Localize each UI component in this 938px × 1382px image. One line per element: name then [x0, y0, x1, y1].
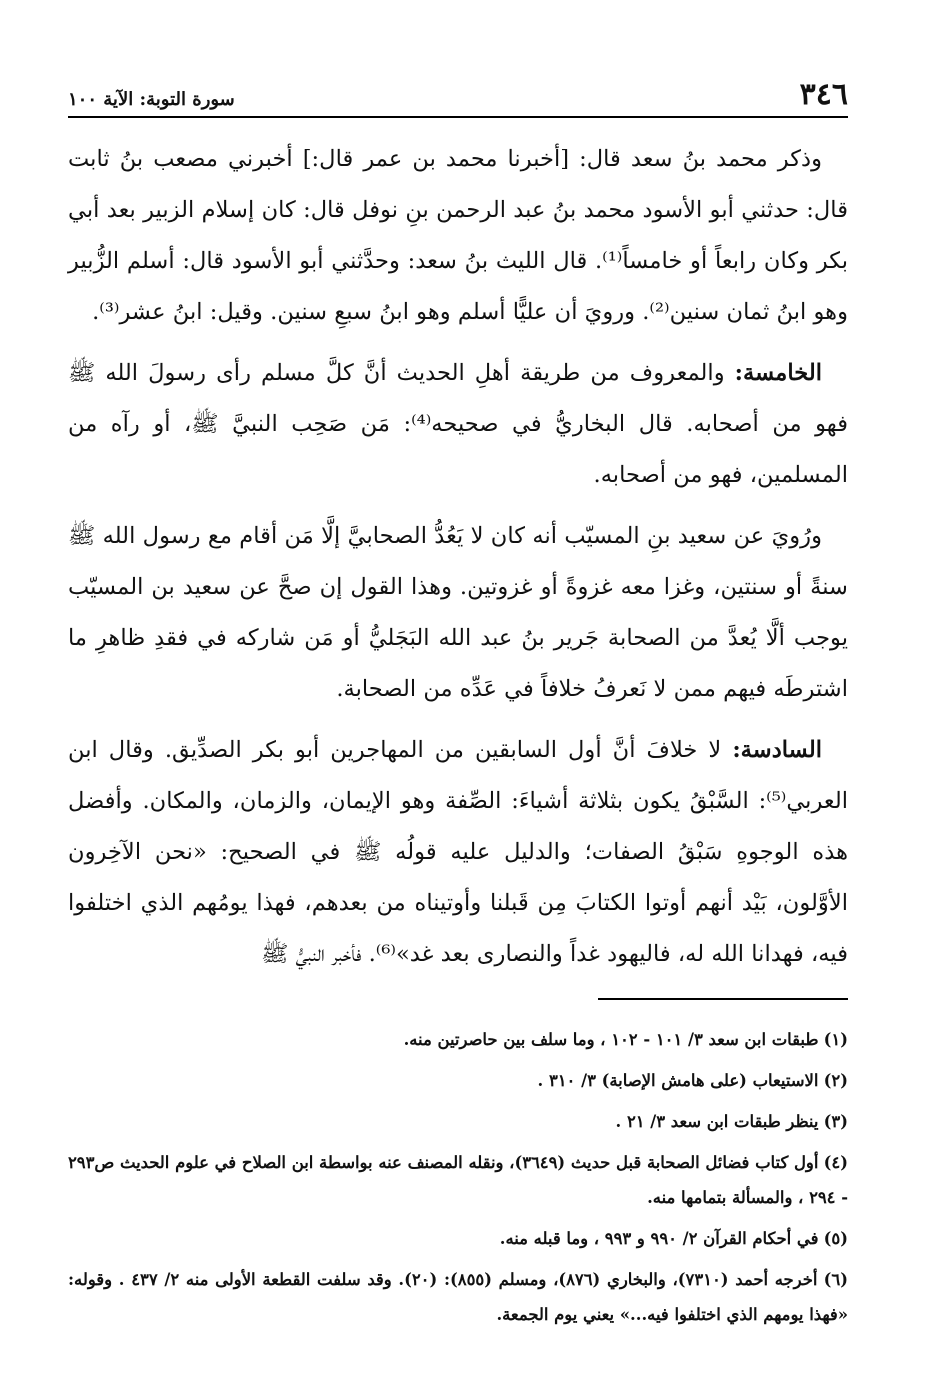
- paragraph-text: لا خلافَ أنَّ أول السابقين من المهاجرين أبو بكر الصدِّيق. وقال ابن العربي⁽⁵⁾: السَّبْقُ يكون بثلاثة أشياءَ: الصِّفة وهو الإيمان، والزمان، والمكان. وأفضل هذه الوجوهِ سَبْقُ الصفات؛ والدليل عليه قولُه ﷺ في الصحيح: «نحن الآخِرون الأوَّلون، بَيْد أنهم أوتوا الكتابَ مِن قَبلنا وأوتيناه من بعدهم، فهذا يومُهم الذي اختلفوا فيه، فهدانا الله له، فاليهود غداً والنصارى بعد غد»⁽⁶⁾. فأخبر النبيُّ ﷺ: [68, 737, 848, 967]
- footnote-marker: (٤): [823, 1153, 848, 1172]
- paragraph-lead: الخامسة:: [734, 360, 822, 386]
- footnote-text: طبقات ابن سعد ٣/ ١٠١ - ١٠٢ ، وما سلف بين حاصرتين منه.: [403, 1030, 819, 1049]
- footnote-text: أخرجه أحمد (٧٣١٠)، والبخاري (٨٧٦)، ومسلم (٨٥٥): (٢٠). وقد سلفت القطعة الأولى منه ٢/ ٤٣٧ . وقوله: «فهذا يومهم الذي اختلفوا فيه...» يعني يوم الجمعة.: [68, 1270, 848, 1324]
- paragraph-lead: السادسة:: [732, 737, 822, 763]
- footnote: [68, 1063, 848, 1098]
- paragraph-text: والمعروف من طريقة أهلِ الحديث أنَّ كلَّ مسلم رأى رسولَ الله ﷺ فهو من أصحابه. قال البخاريُّ في صحيحه⁽⁴⁾: مَن صَحِب النبيَّ ﷺ، أو رآه من المسلمين، فهو من أصحابه.: [68, 360, 849, 488]
- page-header: [68, 78, 848, 118]
- footnote-marker: (٣): [823, 1112, 848, 1131]
- footnote: [68, 1104, 848, 1139]
- footnote: [68, 1262, 848, 1332]
- footnotes: [68, 1022, 848, 1332]
- page-number: ٣٤٦: [799, 77, 848, 112]
- footnote: [68, 1145, 848, 1215]
- footnote-text: أول كتاب فضائل الصحابة قبل حديث (٣٦٤٩)، ونقله المصنف عنه بواسطة ابن الصلاح في علوم الحديث ص٢٩٣ - ٢٩٤ ، والمسألة بتمامها منه.: [68, 1153, 848, 1207]
- running-title: سورة التوبة: الآية ١٠٠: [68, 89, 235, 110]
- footnote-marker: (٢): [823, 1071, 848, 1090]
- main-text: [68, 134, 848, 980]
- paragraph-text: وذكر محمد بنُ سعد قال: [أخبرنا محمد بن عمر قال:] أخبرني مصعب بنُ ثابت قال: حدثني أبو الأسود محمد بنُ عبد الرحمن بنِ نوفل قال: كان إسلام الزبير بعد أبي بكر وكان رابعاً أو خامساً⁽¹⁾. قال الليث بنُ سعد: وحدَّثني أبو الأسود قال: أسلم الزُّبير وهو ابنُ ثمان سنين⁽²⁾. ورويَ أن عليًّا أسلم وهو ابنُ سبعِ سنين. وقيل: ابنُ عشر⁽³⁾.: [68, 146, 848, 325]
- paragraph: [68, 134, 848, 338]
- paragraph-text: ورُويَ عن سعيد بنِ المسيّب أنه كان لا يَعُدُّ الصحابيَّ إلَّا مَن أقام مع رسول الله ﷺ سنةً أو سنتين، وغزا معه غزوةً أو غزوتين. وهذا القول إن صحَّ عن سعيد بن المسيّب يوجب ألَّا يُعدَّ من الصحابة جَرير بنُ عبد الله البَجَليُّ أو مَن شاركه في فقدِ ظاهرِ ما اشترطَه فيهم ممن لا نَعرفُ خلافاً في عَدِّه من الصحابة.: [68, 523, 848, 702]
- footnote: [68, 1022, 848, 1057]
- footnote-separator: [598, 998, 848, 1000]
- footnote-marker: (١): [823, 1030, 848, 1049]
- footnote-text: ينظر طبقات ابن سعد ٣/ ٢١ .: [615, 1112, 819, 1131]
- footnote: [68, 1221, 848, 1256]
- paragraph: [68, 511, 848, 715]
- footnote-marker: (٥): [823, 1229, 848, 1248]
- footnote-text: الاستيعاب (على هامش الإصابة) ٣/ ٣١٠ .: [537, 1071, 819, 1090]
- paragraph: [68, 725, 848, 980]
- paragraph: [68, 348, 848, 501]
- footnote-marker: (٦): [823, 1270, 848, 1289]
- footnote-text: في أحكام القرآن ٢/ ٩٩٠ و ٩٩٣ ، وما قبله منه.: [499, 1229, 819, 1248]
